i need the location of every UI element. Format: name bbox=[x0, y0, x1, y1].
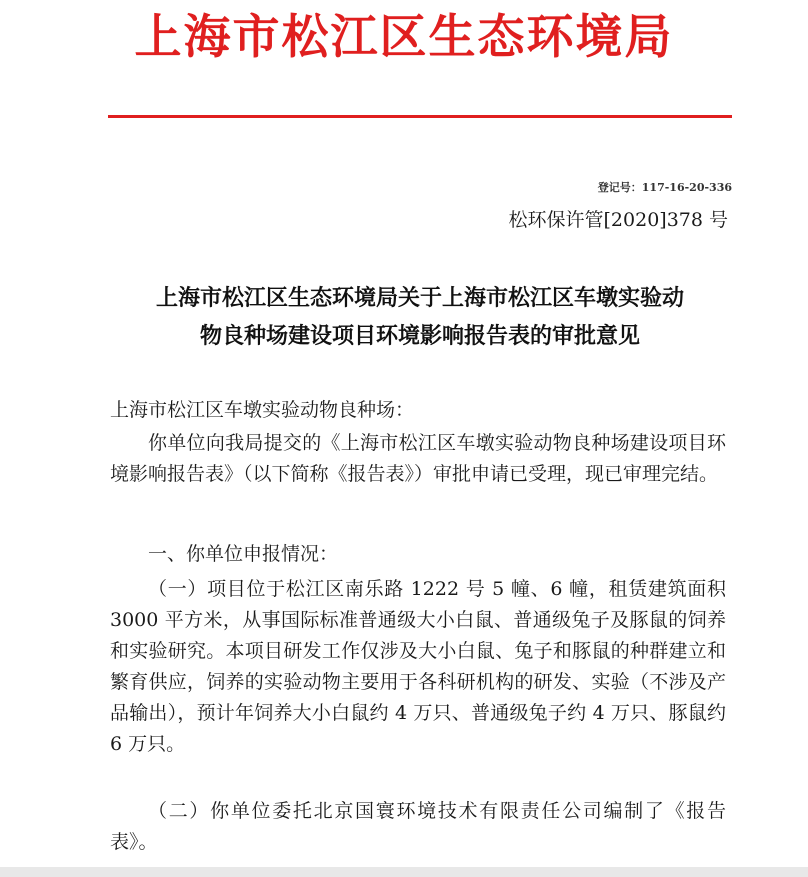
document-title-line-2: 物良种场建设项目环境影响报告表的审批意见 bbox=[199, 324, 640, 349]
document-number: 松环保许管[2020]378 号 bbox=[508, 209, 728, 231]
page-bottom-edge bbox=[0, 867, 808, 877]
item-paragraph-1: （一）项目位于松江区南乐路 1222 号 5 幢、6 幢，租赁建筑面积 3000 平方米，从事国际标准普通级大小白鼠、普通级兔子及豚鼠的饲养和实验研究。本项目研发工作仅涉及大小白鼠、兔子和豚鼠的种群建立和繁育供应，饲养的实验动物主要用于各科研机构的研发、实验（不涉及产品输出），预计年饲养大小白鼠约 4 万只、普通级兔子约 4 万只、豚鼠约 6 万只。 bbox=[110, 578, 726, 755]
opening-paragraph: 你单位向我局提交的《上海市松江区车墩实验动物良种场建设项目环境影响报告表》（以下简称《报告表》）审批申请已受理，现已审理完结。 bbox=[110, 432, 726, 485]
item-paragraph-2: （二）你单位委托北京国寰环境技术有限责任公司编制了《报告表》。 bbox=[110, 800, 726, 853]
red-divider-line bbox=[108, 115, 732, 118]
section-heading: 一、你单位申报情况： bbox=[148, 543, 339, 565]
registration-number: 登记号：117-16-20-336 bbox=[597, 181, 732, 194]
agency-masthead: 上海市松江区生态环境局 bbox=[134, 10, 674, 65]
document-title-line-1: 上海市松江区生态环境局关于上海市松江区车墩实验动 bbox=[155, 286, 684, 311]
document-title bbox=[100, 280, 740, 356]
recipient-line: 上海市松江区车墩实验动物良种场： bbox=[110, 399, 415, 421]
